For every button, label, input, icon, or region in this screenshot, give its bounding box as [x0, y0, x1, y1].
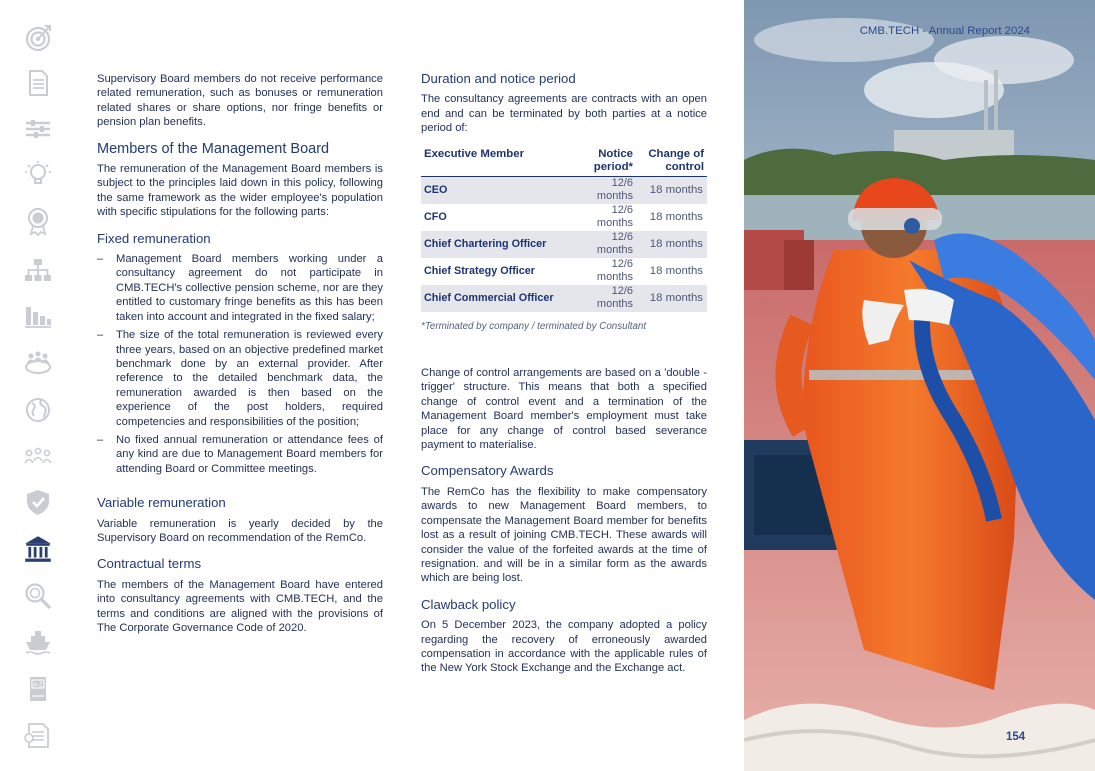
compensatory-awards-heading: Compensatory Awards	[421, 463, 554, 479]
cell-notice: 12/6 months	[596, 231, 633, 257]
svg-text:A-Z: A-Z	[33, 682, 43, 689]
cell-notice: 12/6 months	[596, 285, 633, 311]
magnifier-icon[interactable]	[20, 580, 56, 612]
cell-control: 18 months	[649, 210, 703, 223]
notice-period-table	[421, 146, 707, 312]
cell-control: 18 months	[649, 291, 703, 304]
report-title: CMB.TECH - Annual Report 2024	[859, 25, 1030, 37]
table-row	[421, 258, 707, 285]
cell-control: 18 months	[649, 264, 703, 277]
community-icon[interactable]	[20, 346, 56, 378]
cell-notice: 12/6 months	[596, 177, 633, 203]
people-icon[interactable]	[20, 440, 56, 472]
cell-member: Chief Commercial Officer	[424, 292, 554, 305]
list-item: – The size of the total remuneration is reviewed every three years, based on an objective predefined market benchmark done by an external provider. After reference to the detailed benchmark data, the remuneration awarded is then based on the experience of the post holders, required competencies and responsibilities of the position;	[97, 328, 383, 429]
bar-chart-icon[interactable]	[20, 300, 56, 332]
duration-heading: Duration and notice period	[421, 71, 576, 86]
management-board-paragraph: The remuneration of the Management Board members is subject to the principles laid down in this policy, following the same framework as the wider employee's population with specific stipulations for the following parts:	[97, 163, 383, 219]
cell-member: CFO	[424, 211, 447, 224]
header-executive-member: Executive Member	[424, 147, 525, 160]
table-row	[421, 285, 707, 312]
table-header-row	[421, 146, 707, 177]
fixed-remuneration-heading: Fixed remuneration	[97, 230, 211, 246]
intro-paragraph: Supervisory Board members do not receive performance related remuneration, such as bonuses or remuneration related shares or share options, nor fringe benefits or pension plan benefits.	[97, 73, 383, 129]
cell-member: CEO	[424, 184, 448, 197]
clawback-heading: Clawback policy	[421, 596, 516, 612]
cell-notice: 12/6 months	[596, 258, 633, 284]
header-notice-period: Notice period*	[593, 147, 633, 173]
globe-icon[interactable]	[20, 394, 56, 426]
cell-member: Chief Chartering Officer	[424, 238, 547, 251]
document-icon[interactable]	[20, 67, 56, 99]
cell-control: 18 months	[649, 237, 703, 250]
a-z-book-icon[interactable]	[20, 673, 56, 705]
cell-notice: 12/6 months	[596, 204, 633, 230]
table-row	[421, 176, 707, 204]
variable-remuneration-paragraph: Variable remuneration is yearly decided by the Supervisory Board on recommendation of the RemCo.	[97, 517, 383, 544]
fixed-remuneration-list	[97, 252, 383, 476]
management-board-heading: Members of the Management Board	[97, 140, 330, 157]
header-change-of-control: Change of control	[648, 147, 704, 173]
contractual-terms-paragraph: The members of the Management Board have entered into consultancy agreements with CMB.TECH, and the terms and conditions are aligned with the provisions of The Corporate Governance Code of 2020.	[97, 578, 383, 634]
shield-check-icon[interactable]	[20, 486, 56, 518]
left-text-column	[97, 72, 383, 643]
award-icon[interactable]	[20, 205, 56, 237]
list-item: – No fixed annual remuneration or attendance fees of any kind are due to Management Board members for attending Board or Committee meetings.	[97, 433, 383, 476]
variable-remuneration-heading: Variable remuneration	[97, 495, 226, 511]
list-item: – Management Board members working under a consultancy agreement do not participate in CMB.TECH's collective pension scheme, nor are they entitled to customary fringe benefits as this has been taken into account and integrated in the fixed salary;	[97, 252, 383, 324]
change-of-control-paragraph: Change of control arrangements are based on a 'double -trigger' structure. This means that both a specified change of control event and a termination of the Management Board member's employment must take place for any change of control based severance payment to materialise.	[421, 367, 707, 452]
ship-icon[interactable]	[20, 626, 56, 658]
compensatory-awards-paragraph: The RemCo has the flexibility to make compensatory awards to new Management Board members, to compensate the Management Board member for benefits lost as a result of joining CMB.TECH. These awards will consider the value of the forfeited awards at the time of resignation. and will be in a similar form as the awards which are being lost.	[421, 485, 707, 585]
sidebar-nav	[0, 0, 75, 771]
cell-control: 18 months	[649, 183, 703, 196]
table-footnote: *Terminated by company / terminated by Consultant	[421, 320, 647, 332]
right-text-column	[421, 72, 707, 684]
target-icon[interactable]	[20, 22, 56, 54]
worker-photo	[744, 0, 1095, 771]
duration-paragraph: The consultancy agreements are contracts with an open end and can be terminated by both parties at a notice period of:	[421, 93, 707, 135]
sliders-icon[interactable]	[20, 113, 56, 145]
cell-member: Chief Strategy Officer	[424, 265, 535, 278]
lightbulb-icon[interactable]	[20, 158, 56, 190]
contents-icon[interactable]	[20, 719, 56, 751]
page-number: 154	[1006, 731, 1026, 743]
governance-building-icon[interactable]	[20, 533, 56, 565]
table-row	[421, 204, 707, 231]
clawback-paragraph: On 5 December 2023, the company adopted a policy regarding the recovery of erroneously awarded compensation in accordance with the applicable rules of the New York Stock Exchange and the Exchange act.	[421, 619, 707, 675]
table-row	[421, 231, 707, 258]
contractual-terms-heading: Contractual terms	[97, 556, 202, 572]
org-chart-icon[interactable]	[20, 254, 56, 286]
